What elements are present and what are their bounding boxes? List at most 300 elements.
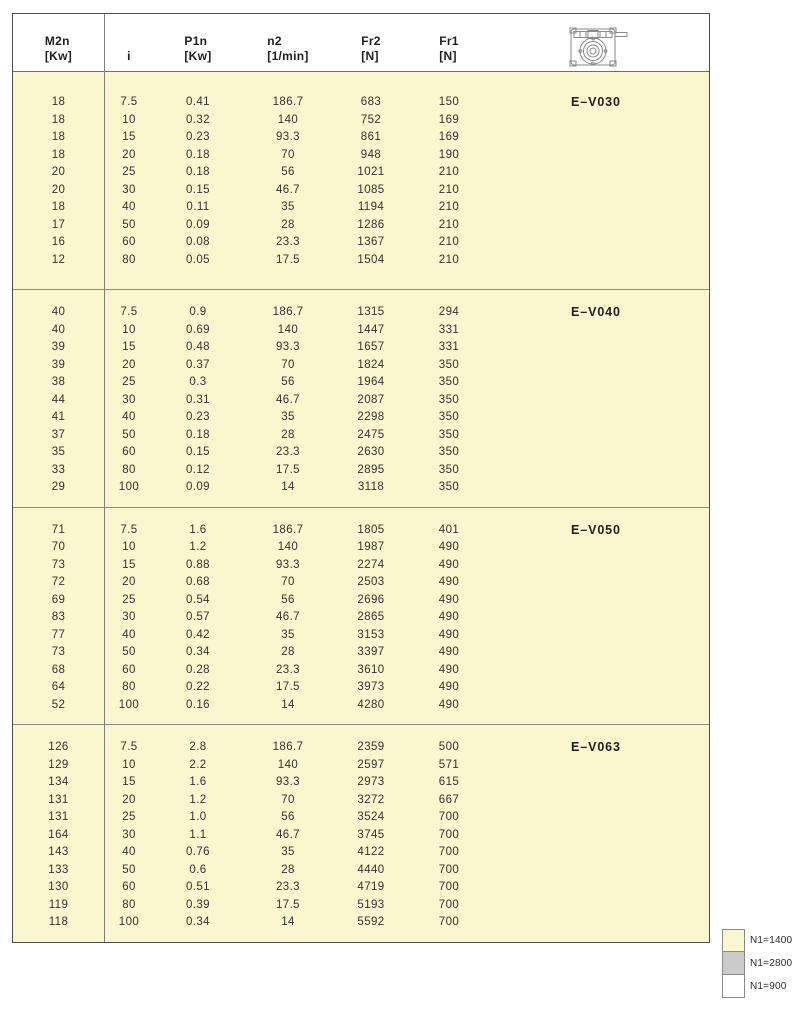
table-cell: 93.3 [276, 131, 300, 143]
table-cell: 41 [51, 411, 66, 423]
model-cell-empty [490, 322, 709, 340]
model-label: E–V050 [571, 522, 621, 537]
table-row [13, 697, 709, 715]
table-row [13, 339, 709, 357]
table-cell: 4440 [357, 863, 385, 876]
table-cell: 93.3 [276, 776, 300, 788]
table-row [13, 304, 709, 322]
table-cell: 23.3 [276, 446, 300, 458]
table-cell: 44 [51, 393, 66, 406]
model-cell-empty [490, 479, 709, 497]
table-row [13, 444, 709, 462]
table-cell: 1.1 [189, 828, 207, 841]
col-unit: [N] [439, 49, 457, 63]
table-cell: 490 [438, 541, 460, 553]
table-cell: 17.5 [276, 253, 300, 266]
table-cell: 350 [438, 411, 460, 423]
table-cell: 17.5 [276, 681, 300, 693]
table-row [13, 147, 709, 165]
table-row [13, 234, 709, 252]
table-cell: 3397 [357, 646, 385, 658]
table-section-3 [13, 507, 709, 725]
table-cell: 1286 [357, 218, 385, 231]
legend-swatch-gray [722, 951, 745, 975]
table-cell: 1.6 [189, 523, 207, 536]
table-cell: 38 [51, 376, 66, 388]
table-cell: 100 [118, 916, 140, 928]
table-section-1 [13, 72, 709, 289]
table-cell: 20 [51, 166, 66, 178]
model-cell-empty [490, 392, 709, 410]
model-cell-empty [490, 609, 709, 627]
table-cell: 70 [51, 541, 66, 553]
table-cell: 134 [48, 776, 69, 788]
model-cell-empty [490, 427, 709, 445]
table-cell: 1085 [357, 183, 385, 196]
table-cell: 0.88 [186, 558, 210, 571]
table-cell: 0.6 [189, 863, 207, 876]
col-unit: [Kw] [44, 49, 73, 63]
header-col-n2 [242, 34, 334, 64]
table-cell: 72 [51, 576, 66, 588]
table-row [13, 112, 709, 130]
table-cell: 490 [438, 681, 460, 693]
table-cell: 1.2 [189, 793, 207, 806]
table-cell: 0.39 [186, 898, 210, 911]
table-cell: 0.15 [186, 446, 210, 458]
table-cell: 1.0 [189, 811, 207, 823]
table-cell: 186.7 [272, 306, 304, 318]
table-cell: 0.12 [186, 463, 210, 476]
table-cell: 350 [438, 428, 460, 441]
table-cell: 30 [122, 828, 136, 841]
table-cell: 490 [438, 558, 460, 571]
table-cell: 35 [281, 201, 295, 213]
table-cell: 700 [438, 898, 460, 911]
table-cell: 28 [281, 646, 295, 658]
model-cell-empty [490, 557, 709, 575]
table-cell: 1367 [357, 236, 385, 248]
table-cell: 10 [122, 113, 136, 126]
table-body [13, 72, 709, 942]
model-cell-empty [490, 357, 709, 375]
table-row [13, 374, 709, 392]
table-cell: 490 [438, 576, 460, 588]
table-cell: 186.7 [272, 96, 304, 108]
table-cell: 39 [51, 358, 66, 371]
table-cell: 1824 [357, 358, 385, 371]
table-section-4 [13, 724, 709, 942]
table-cell: 17.5 [276, 898, 300, 911]
table-row [13, 557, 709, 575]
table-cell: 1805 [357, 523, 385, 536]
table-cell: 143 [48, 846, 69, 858]
table-cell: 17.5 [276, 463, 300, 476]
table-cell: 150 [438, 96, 460, 108]
table-cell: 350 [438, 358, 460, 371]
model-cell-empty [490, 697, 709, 715]
table-cell: 2630 [357, 446, 385, 458]
table-cell: 0.11 [186, 201, 210, 213]
table-cell: 130 [48, 881, 69, 893]
table-cell: 350 [438, 463, 460, 476]
legend-label: N1=900 [750, 981, 787, 992]
table-cell: 401 [438, 523, 460, 536]
table-cell: 131 [48, 811, 69, 823]
table-cell: 56 [281, 166, 295, 178]
table-cell: 2.8 [189, 741, 207, 753]
model-cell-empty [490, 844, 709, 862]
table-cell: 1964 [357, 376, 385, 388]
table-cell: 70 [281, 358, 295, 371]
table-cell: 20 [122, 358, 136, 371]
table-cell: 16 [51, 236, 66, 248]
table-cell: 7.5 [120, 741, 138, 753]
table-header [13, 14, 709, 72]
table-cell: 2597 [357, 758, 385, 771]
legend-label: N1=1400 [750, 935, 793, 946]
table-cell: 490 [438, 611, 460, 623]
table-cell: 60 [122, 236, 136, 248]
table-cell: 0.22 [186, 681, 210, 693]
table-cell: 28 [281, 218, 295, 231]
table-cell: 0.41 [186, 96, 210, 108]
table-cell: 0.42 [186, 628, 210, 641]
table-cell: 615 [438, 776, 460, 788]
model-cell-empty [490, 914, 709, 932]
table-cell: 12 [51, 253, 66, 266]
model-cell-empty [490, 757, 709, 775]
table-cell: 73 [51, 558, 66, 571]
table-row [13, 357, 709, 375]
table-row [13, 392, 709, 410]
table-cell: 140 [277, 113, 299, 126]
table-cell: 68 [51, 663, 66, 676]
table-cell: 30 [122, 183, 136, 196]
table-row [13, 94, 709, 112]
table-cell: 46.7 [276, 611, 300, 623]
table-cell: 948 [360, 148, 382, 161]
table-cell: 186.7 [272, 741, 304, 753]
table-row [13, 182, 709, 200]
table-cell: 0.34 [186, 646, 210, 658]
col-label: Fr1 [439, 34, 459, 48]
model-cell-empty [490, 462, 709, 480]
table-cell: 700 [438, 846, 460, 858]
table-row [13, 409, 709, 427]
table-cell: 7.5 [120, 523, 138, 536]
table-cell: 126 [48, 741, 69, 753]
model-cell-empty [490, 129, 709, 147]
table-row [13, 129, 709, 147]
table-cell: 700 [438, 863, 460, 876]
table-cell: 71 [51, 523, 66, 536]
table-cell: 50 [122, 863, 136, 876]
table-row [13, 322, 709, 340]
table-cell: 20 [122, 576, 136, 588]
table-cell: 5592 [357, 916, 385, 928]
table-cell: 0.23 [186, 411, 210, 423]
table-cell: 210 [438, 166, 460, 178]
table-cell: 331 [438, 341, 460, 353]
table-cell: 190 [438, 148, 460, 161]
table-cell: 2298 [357, 411, 385, 423]
model-cell-empty [490, 627, 709, 645]
table-cell: 1987 [357, 541, 385, 553]
model-cell-empty [490, 182, 709, 200]
table-cell: 23.3 [276, 663, 300, 676]
table-row [13, 757, 709, 775]
table-row [13, 592, 709, 610]
table-row [13, 427, 709, 445]
model-label: E–V030 [571, 95, 621, 109]
table-cell: 129 [48, 758, 69, 771]
model-cell-empty [490, 827, 709, 845]
table-cell: 4280 [357, 698, 385, 711]
table-cell: 40 [122, 628, 136, 641]
model-cell-empty [490, 809, 709, 827]
table-cell: 0.23 [186, 131, 210, 143]
table-cell: 0.08 [186, 236, 210, 248]
table-row [13, 792, 709, 810]
model-cell-empty [490, 217, 709, 235]
table-row [13, 739, 709, 757]
table-cell: 40 [122, 201, 136, 213]
gearbox-rating-table [12, 13, 710, 943]
table-cell: 50 [122, 646, 136, 658]
table-row [13, 627, 709, 645]
table-cell: 490 [438, 593, 460, 606]
table-cell: 30 [122, 611, 136, 623]
table-cell: 0.09 [186, 218, 210, 231]
table-cell: 80 [122, 898, 136, 911]
table-cell: 131 [48, 793, 69, 806]
table-row [13, 217, 709, 235]
model-label: E–V040 [571, 305, 621, 319]
table-cell: 35 [281, 628, 295, 641]
table-cell: 119 [48, 898, 69, 911]
table-cell: 56 [281, 811, 295, 823]
table-cell: 490 [438, 628, 460, 641]
table-cell: 18 [51, 96, 66, 108]
model-cell-empty [490, 539, 709, 557]
table-cell: 0.28 [186, 663, 210, 676]
model-cell-empty [490, 409, 709, 427]
table-row [13, 809, 709, 827]
table-cell: 5193 [357, 898, 385, 911]
table-cell: 83 [51, 611, 66, 623]
table-cell: 0.16 [186, 698, 210, 711]
table-cell: 15 [122, 131, 136, 143]
table-cell: 0.15 [186, 183, 210, 196]
table-cell: 50 [122, 218, 136, 231]
table-cell: 331 [438, 323, 460, 336]
table-cell: 40 [122, 411, 136, 423]
header-col-m2n [13, 34, 104, 64]
model-cell-empty [490, 862, 709, 880]
table-cell: 500 [438, 741, 460, 753]
table-cell: 700 [438, 881, 460, 893]
table-cell: 60 [122, 446, 136, 458]
table-cell: 70 [281, 148, 295, 161]
table-cell: 861 [360, 131, 382, 143]
col-label: M2n [44, 34, 70, 48]
model-cell-empty [490, 112, 709, 130]
model-cell-empty [490, 662, 709, 680]
model-cell-empty [490, 164, 709, 182]
model-cell-empty [490, 147, 709, 165]
table-cell: 35 [51, 446, 66, 458]
legend-label: N1=2800 [750, 958, 793, 969]
table-cell: 10 [122, 541, 136, 553]
table-cell: 80 [122, 463, 136, 476]
table-cell: 3118 [357, 481, 385, 493]
table-cell: 18 [51, 201, 66, 213]
table-cell: 20 [122, 148, 136, 161]
table-row [13, 774, 709, 792]
table-cell: 169 [438, 113, 460, 126]
table-cell: 0.18 [186, 166, 210, 178]
table-cell: 14 [281, 481, 295, 493]
table-cell: 4719 [357, 881, 385, 893]
table-cell: 210 [438, 183, 460, 196]
col-label: P1n [184, 34, 208, 48]
table-cell: 2274 [357, 558, 385, 571]
table-cell: 164 [48, 828, 69, 841]
table-cell: 2895 [357, 463, 385, 476]
model-cell-empty [490, 679, 709, 697]
table-cell: 64 [51, 681, 66, 693]
table-cell: 700 [438, 828, 460, 841]
table-cell: 140 [277, 541, 299, 553]
table-cell: 2359 [357, 741, 385, 753]
table-cell: 1504 [357, 253, 385, 266]
table-cell: 2973 [357, 776, 385, 788]
table-cell: 46.7 [276, 393, 300, 406]
model-cell-empty [490, 879, 709, 897]
table-cell: 0.32 [186, 113, 210, 126]
table-cell: 683 [360, 96, 382, 108]
table-cell: 25 [122, 376, 136, 388]
table-cell: 1315 [357, 306, 385, 318]
table-cell: 2696 [357, 593, 385, 606]
model-cell-empty [490, 252, 709, 270]
table-cell: 4122 [357, 846, 385, 858]
table-cell: 0.18 [186, 428, 210, 441]
model-cell-empty [490, 444, 709, 462]
table-cell: 15 [122, 776, 136, 788]
table-cell: 3524 [357, 811, 385, 823]
table-cell: 490 [438, 646, 460, 658]
table-cell: 23.3 [276, 881, 300, 893]
table-cell: 69 [51, 593, 66, 606]
table-cell: 350 [438, 481, 460, 493]
table-cell: 20 [51, 183, 66, 196]
table-cell: 210 [438, 218, 460, 231]
table-row [13, 914, 709, 932]
table-cell: 0.34 [186, 916, 210, 928]
table-row [13, 879, 709, 897]
table-cell: 667 [438, 793, 460, 806]
table-cell: 0.9 [189, 306, 207, 318]
table-cell: 25 [122, 811, 136, 823]
table-cell: 0.3 [189, 376, 207, 388]
table-cell: 3610 [357, 663, 385, 676]
table-cell: 0.18 [186, 148, 210, 161]
table-cell: 14 [281, 698, 295, 711]
model-label: E–V063 [571, 740, 621, 754]
table-cell: 0.48 [186, 341, 210, 353]
model-cell-empty [490, 644, 709, 662]
col-label: Fr2 [361, 34, 381, 48]
table-cell: 186.7 [272, 523, 304, 536]
table-cell: 294 [438, 306, 460, 318]
table-cell: 2.2 [189, 758, 207, 771]
table-cell: 30 [122, 393, 136, 406]
table-cell: 1447 [357, 323, 385, 336]
table-cell: 77 [51, 628, 66, 641]
table-cell: 1194 [357, 201, 385, 213]
table-cell: 18 [51, 113, 66, 126]
col-unit: [Kw] [184, 49, 212, 63]
model-cell-empty [490, 199, 709, 217]
model-cell-empty [490, 234, 709, 252]
table-cell: 490 [438, 698, 460, 711]
table-cell: 46.7 [276, 183, 300, 196]
table-cell: 33 [51, 463, 66, 476]
table-cell: 3272 [357, 793, 385, 806]
header-col-i [104, 49, 154, 64]
table-cell: 3153 [357, 628, 385, 641]
table-cell: 0.05 [186, 253, 210, 266]
table-cell: 40 [51, 323, 66, 336]
table-row [13, 679, 709, 697]
table-cell: 93.3 [276, 558, 300, 571]
table-cell: 56 [281, 376, 295, 388]
header-col-fr2 [334, 34, 408, 64]
table-row [13, 479, 709, 497]
worm-gearbox-icon [569, 26, 633, 68]
model-cell-empty [490, 592, 709, 610]
header-col-p1n [154, 34, 242, 64]
table-cell: 0.09 [186, 481, 210, 493]
table-cell: 80 [122, 253, 136, 266]
table-row [13, 462, 709, 480]
table-cell: 3973 [357, 681, 385, 693]
table-cell: 210 [438, 201, 460, 213]
table-cell: 1.2 [189, 541, 207, 553]
table-row [13, 897, 709, 915]
table-cell: 350 [438, 393, 460, 406]
legend-item-n1-2800 [722, 952, 792, 975]
table-cell: 70 [281, 793, 295, 806]
table-cell: 0.57 [186, 611, 210, 623]
table-cell: 133 [48, 863, 69, 876]
model-cell-empty [490, 574, 709, 592]
col-unit: [1/min] [267, 49, 309, 63]
table-cell: 0.54 [186, 593, 210, 606]
table-cell: 700 [438, 916, 460, 928]
table-cell: 571 [438, 758, 460, 771]
table-cell: 35 [281, 846, 295, 858]
table-cell: 100 [118, 698, 140, 711]
table-cell: 25 [122, 166, 136, 178]
table-row [13, 252, 709, 270]
header-col-fr1 [408, 34, 490, 64]
table-cell: 169 [438, 131, 460, 143]
table-cell: 40 [51, 306, 66, 318]
table-cell: 0.51 [186, 881, 210, 893]
